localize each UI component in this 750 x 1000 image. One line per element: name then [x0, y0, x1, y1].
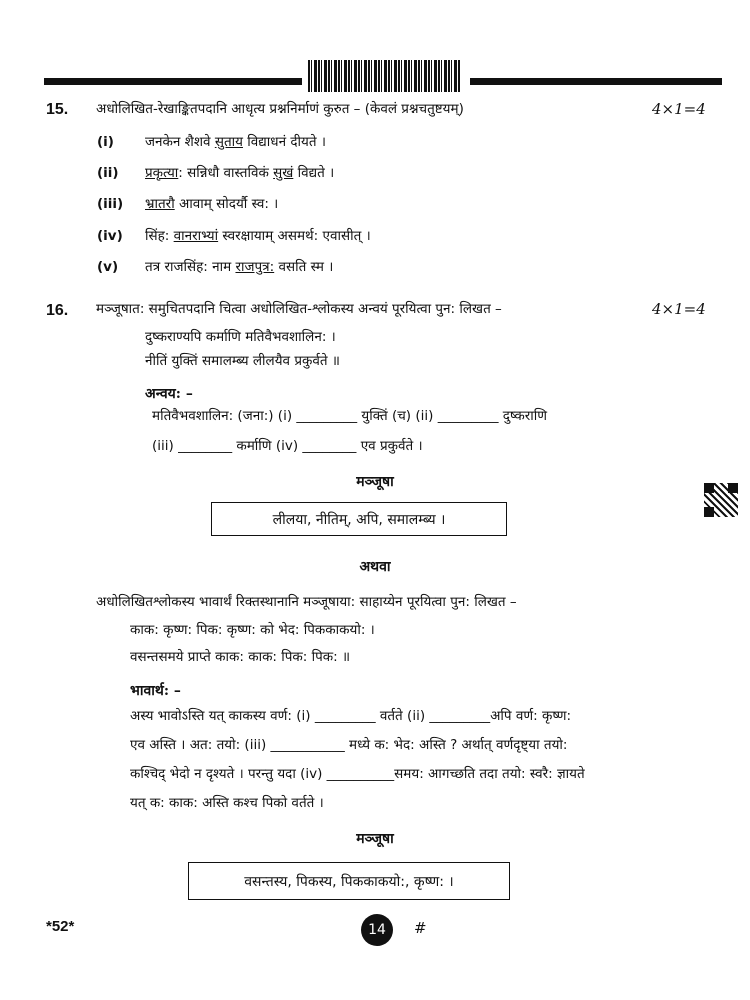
manjusha-box — [211, 502, 507, 536]
anvaya-line-2: (iii) ________ कर्माणि (iv) ________ एव प्रकुर्वते । — [152, 438, 423, 454]
question-16-instruction: मञ्जूषात: समुचितपदानि चित्वा अधोलिखित-श्लोकस्य अन्वयं पूरयित्वा पुन: लिखत – — [96, 301, 502, 317]
bhavartha-line-2: एव अस्ति । अत: तयो: (iii) ___________ मध्ये क: भेद: अस्ति ? अर्थात् वर्णदृष्ट्या तयो: — [130, 737, 568, 753]
question-16-number: 16. — [46, 302, 69, 319]
anvaya-label: अन्वय: – — [145, 386, 193, 402]
manjusha-2-words: वसन्तस्य, पिकस्य, पिककाकयो:, कृष्ण: । — [244, 873, 454, 890]
underlined-word: प्रकृत्या — [145, 165, 179, 181]
alt-shloka-line-1: काक: कृष्ण: पिक: कृष्ण: को भेद: पिककाकयो: । — [130, 622, 375, 638]
item-text-post: : सन्निधौ वास्तविकं — [178, 165, 274, 181]
item-label: (iv) — [97, 228, 123, 244]
question-15-instruction: अधोलिखित-रेखाङ्कितपदानि आधृत्य प्रश्ननिर्माणं कुरुत – (केवलं प्रश्नचतुष्टयम्) — [96, 101, 464, 117]
manjusha-words: लीलया, नीतिम्, अपि, समालम्ब्य । — [272, 511, 446, 528]
manjusha-2-box — [188, 862, 510, 900]
item-text-pre: तत्र राजसिंह: नाम — [145, 259, 236, 275]
question-15-marks: 4×1=4 — [652, 100, 706, 118]
athava-heading: अथवा — [359, 559, 391, 575]
header-rule-left — [44, 78, 302, 85]
bhavartha-line-3: कश्चिद् भेदो न दृश्यते । परन्तु यदा (iv) __________समय: आगच्छति तदा तयो: स्वरै: ज्ञायते — [130, 766, 585, 782]
question-15-number: 15. — [46, 101, 69, 118]
manjusha-2-title: मञ्जूषा — [356, 831, 394, 847]
question-15-item — [97, 132, 326, 152]
header-rule-right — [470, 78, 722, 85]
question-15-item — [97, 163, 334, 183]
item-label: (i) — [97, 134, 114, 150]
item-text-post: विद्याधनं दीयते । — [242, 134, 326, 150]
underlined-word: राजपुत्र: — [235, 259, 275, 275]
item-text-post: आवाम् सोदर्यौ स्व: । — [174, 196, 279, 212]
manjusha-title: मञ्जूषा — [356, 474, 394, 490]
shloka-line-1: दुष्कराण्यपि कर्माणि मतिवैभवशालिन: । — [145, 329, 336, 345]
question-15-item — [97, 226, 371, 246]
paper-code: *52* — [46, 918, 75, 935]
item-text-pre: सिंह: — [145, 228, 174, 244]
item-text-post: विद्यते । — [293, 165, 335, 181]
item-text-post: स्वरक्षायाम् असमर्थ: एवासीत् । — [218, 228, 371, 244]
question-15-item — [97, 257, 333, 277]
item-label: (iii) — [97, 196, 124, 212]
item-text-post: वसति स्म । — [274, 259, 334, 275]
item-label: (ii) — [97, 165, 119, 181]
alt-shloka-line-2: वसन्तसमये प्राप्ते काक: काक: पिक: पिक: ॥ — [130, 649, 351, 665]
barcode — [308, 60, 460, 92]
item-label: (v) — [97, 259, 119, 275]
question-16-marks: 4×1=4 — [652, 300, 706, 318]
shloka-line-2: नीतिं युक्तिं समालम्ब्य लीलयैव प्रकुर्वते ॥ — [145, 353, 340, 369]
bhavartha-line-1: अस्य भावोऽस्ति यत् काकस्य वर्ण: (i) _________ वर्तते (ii) _________अपि वर्ण: कृष्ण: — [130, 708, 572, 724]
bhavartha-line-4: यत् क: काक: अस्ति कश्च पिको वर्तते । — [130, 795, 324, 811]
underlined-word: वानराभ्यां — [173, 228, 219, 244]
underlined-word: सुताय — [214, 134, 243, 150]
alt-instruction: अधोलिखितश्लोकस्य भावार्थं रिक्तस्थानानि मञ्जूषाया: साहाय्येन पूरयित्वा पुन: लिखत – — [96, 594, 517, 610]
anvaya-line-1: मतिवैभवशालिन: (जना:) (i) _________ युक्तिं (च) (ii) _________ दुष्कराणि — [152, 408, 548, 424]
item-text-pre: जनकेन शैशवे — [145, 134, 215, 150]
qr-code-icon — [704, 483, 738, 517]
question-15-item — [97, 194, 278, 214]
underlined-word: भ्रातरौ — [145, 196, 175, 212]
bhavartha-label: भावार्थ: – — [130, 683, 181, 699]
underlined-word: सुखं — [273, 165, 294, 181]
page-hash: # — [414, 919, 427, 937]
page-number: 14 — [361, 914, 393, 946]
